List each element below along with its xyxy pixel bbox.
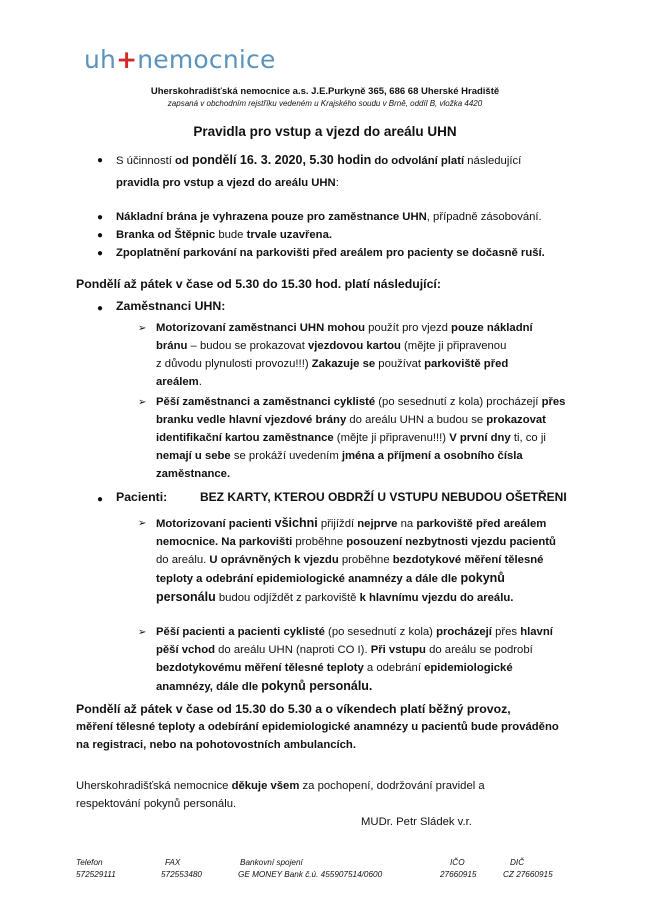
para-text: zaměstnance. — [156, 468, 231, 480]
employees-label: Zaměstnanci UHN: — [116, 299, 226, 313]
patients-motor-paragraph — [156, 514, 574, 607]
intro-text: od — [175, 155, 192, 167]
para-text: prokazovat — [486, 414, 546, 426]
footer-phone: 572529111 — [76, 870, 116, 879]
footer-fax: 572553480 — [161, 870, 202, 879]
para-text: pokynů — [460, 571, 505, 585]
para-text: vjezdovou kartou — [307, 340, 401, 352]
bullet-icon: ● — [97, 494, 104, 505]
para-text: budou odjíždět z parkoviště — [215, 592, 360, 604]
employees-motor-paragraph — [156, 319, 574, 391]
para-text: Na parkovišti — [218, 536, 296, 548]
rule-text: Zpoplatnění parkování na parkovišti před areálem pro pacienty se dočasně ruší. — [116, 247, 545, 259]
document-title: Pravidla pro vstup a vjezd do areálu UHN — [193, 124, 457, 139]
para-text: pěší vchod — [156, 644, 216, 656]
para-text: do areálu se podrobí — [425, 644, 533, 656]
closing-text: Pondělí až pátek v čase od 15.30 do 5.30 a o víkendech platí běžný provoz, — [76, 702, 511, 716]
para-text: Při vstupu — [370, 644, 426, 656]
arrow-icon: ➢ — [138, 397, 147, 408]
para-text: parkoviště před — [424, 358, 509, 370]
para-text: všichni — [274, 516, 318, 530]
para-text: branku vedle hlavní vjezdové brány — [156, 414, 347, 426]
para-text: (mějte ji připravenou — [400, 340, 507, 352]
arrow-icon: ➢ — [138, 627, 147, 638]
para-text: z důvodu plynulosti provozu!!!) — [156, 358, 312, 370]
rule-text: , případně zásobování. — [426, 211, 542, 223]
para-text: personálu — [156, 590, 216, 604]
para-text: (po sesednutí z kola) — [324, 626, 437, 638]
para-text: bezdotykové měření tělesné — [392, 554, 544, 566]
para-text: proběhne — [338, 554, 393, 566]
para-text: U oprávněných k vjezdu — [209, 554, 339, 566]
para-text: jména a příjmení a osobního čísla — [341, 450, 523, 462]
hospital-address: Uherskohradišťská nemocnice a.s. J.E.Purkyně 365, 686 68 Uherské Hradiště — [150, 86, 500, 97]
rule-text: bude — [215, 229, 247, 241]
footer-bank: GE MONEY Bank č.ú. 455907514/0600 — [238, 870, 383, 879]
bullet-icon: ● — [97, 155, 104, 166]
logo-nemocnice: nemocnice — [137, 45, 276, 74]
para-text: se prokáží uvedením — [230, 450, 342, 462]
intro-date: pondělí 16. 3. 2020, 5.30 hodin — [191, 153, 372, 167]
para-text: proběhne — [295, 536, 344, 548]
logo-uh: uh — [84, 45, 117, 74]
para-text: a odebrání — [363, 662, 425, 674]
para-text: pokynů personálu. — [261, 679, 373, 693]
para-text: epidemiologické — [424, 662, 513, 674]
para-text: do areálu UHN a budou se — [346, 414, 487, 426]
para-text: anamnézy, dále dle — [156, 681, 262, 693]
footer-ico-label: IČO — [450, 858, 465, 867]
para-text: přes — [491, 626, 521, 638]
patients-walk-paragraph — [156, 623, 574, 696]
thanks-paragraph — [76, 777, 574, 813]
closing-paragraph — [76, 700, 574, 754]
para-text: nemocnice. — [156, 536, 219, 548]
employees-walk-paragraph — [156, 393, 574, 483]
hospital-logo — [84, 45, 276, 74]
para-text: použít pro vjezd — [365, 322, 452, 334]
bullet-icon: ● — [97, 230, 104, 241]
bullet-icon: ● — [97, 212, 104, 223]
intro-text: následující — [464, 155, 522, 167]
para-text: Motorizovaní pacienti — [156, 518, 275, 530]
para-text: přijíždí — [317, 518, 358, 530]
para-text: hlavní — [520, 626, 553, 638]
rule-item — [116, 244, 545, 262]
closing-text: na registraci, nebo na pohotovostních ambulancích. — [76, 739, 356, 751]
intro-text: pravidla pro vstup a vjezd do areálu UHN — [116, 177, 336, 189]
para-text: Pěší zaměstnanci a zaměstnanci cyklisté — [156, 396, 376, 408]
intro-text: do odvolání platí — [371, 155, 465, 167]
para-text: přes — [541, 396, 566, 408]
para-text: areálem — [156, 376, 199, 388]
para-text: identifikační kartou zaměstnance — [156, 432, 334, 444]
rule-item — [116, 226, 332, 244]
para-text: (mějte ji připravenu!!!) — [333, 432, 450, 444]
rule-text: Branka od Štěpnic — [116, 229, 216, 241]
para-text: bezdotykovému měření tělesné teploty — [156, 662, 364, 674]
thanks-text: děkuje všem — [231, 780, 300, 792]
signature: MUDr. Petr Sládek v.r. — [361, 816, 472, 828]
weekday-heading: Pondělí až pátek v čase od 5.30 do 15.30 hod. platí následující: — [76, 277, 441, 291]
para-text: teploty a odebrání epidemiologické anamnézy a dále dle — [156, 573, 461, 585]
para-text: ti, co ji — [510, 432, 546, 444]
patients-warning: BEZ KARTY, KTEROU OBDRŽÍ U VSTUPU NEBUDOU OŠETŘENI — [200, 490, 567, 504]
para-text: – budou se prokazovat — [187, 340, 308, 352]
para-text: procházejí — [436, 626, 492, 638]
rule-text: Nákladní brána je vyhrazena pouze pro zaměstnance UHN — [116, 211, 427, 223]
footer-fax-label: FAX — [165, 858, 181, 867]
para-text: do areálu. — [156, 554, 210, 566]
thanks-text: respektování pokynů personálu. — [76, 798, 237, 810]
para-text: posouzení nezbytnosti vjezdu pacientů — [343, 536, 556, 548]
rule-text: trvale uzavřena. — [246, 229, 333, 241]
para-text: bránu — [156, 340, 188, 352]
closing-text: měření tělesné teploty a odebírání epidemiologické anamnézy u pacientů bude prováděno — [76, 721, 559, 733]
footer-dic: CZ 27660915 — [503, 870, 553, 879]
para-text: pouze nákladní — [451, 322, 533, 334]
intro-text: : — [335, 177, 339, 189]
para-text: do areálu UHN (naproti CO I). — [215, 644, 371, 656]
para-text: používat — [375, 358, 425, 370]
thanks-text: za pochopení, dodržování pravidel a — [299, 780, 485, 792]
footer-dic-label: DIČ — [510, 858, 525, 867]
intro-text: S účinností — [116, 155, 176, 167]
bullet-icon: ● — [97, 248, 104, 259]
arrow-icon: ➢ — [138, 323, 147, 334]
para-text: nejprve — [357, 518, 398, 530]
intro-paragraph — [116, 151, 574, 192]
para-text: . — [198, 376, 202, 388]
para-text: (po sesednutí z kola) procházejí — [375, 396, 542, 408]
registration-note: zapsaná v obchodním rejstříku vedeném u Krajského soudu v Brně, oddíl B, vložka 4420 — [167, 99, 483, 108]
rule-item — [116, 208, 542, 226]
para-text: nemají u sebe — [156, 450, 231, 462]
para-text: Motorizovaní zaměstnanci UHN mohou — [156, 322, 366, 334]
arrow-icon: ➢ — [138, 518, 147, 529]
footer-phone-label: Telefon — [76, 858, 103, 867]
para-text: Pěší pacienti a pacienti cyklisté — [156, 626, 325, 638]
footer-bank-label: Bankovní spojení — [240, 858, 303, 867]
para-text: V první dny — [449, 432, 511, 444]
para-text: na — [397, 518, 417, 530]
bullet-icon: ● — [97, 303, 104, 314]
thanks-text: Uherskohradišťská nemocnice — [76, 780, 232, 792]
para-text: parkoviště před areálem — [416, 518, 547, 530]
para-text: Zakazuje se — [311, 358, 376, 370]
patients-label: Pacienti: — [116, 490, 168, 504]
logo-plus: + — [116, 45, 138, 74]
footer-ico: 27660915 — [440, 870, 477, 879]
para-text: k hlavnímu vjezdu do areálu. — [359, 592, 514, 604]
